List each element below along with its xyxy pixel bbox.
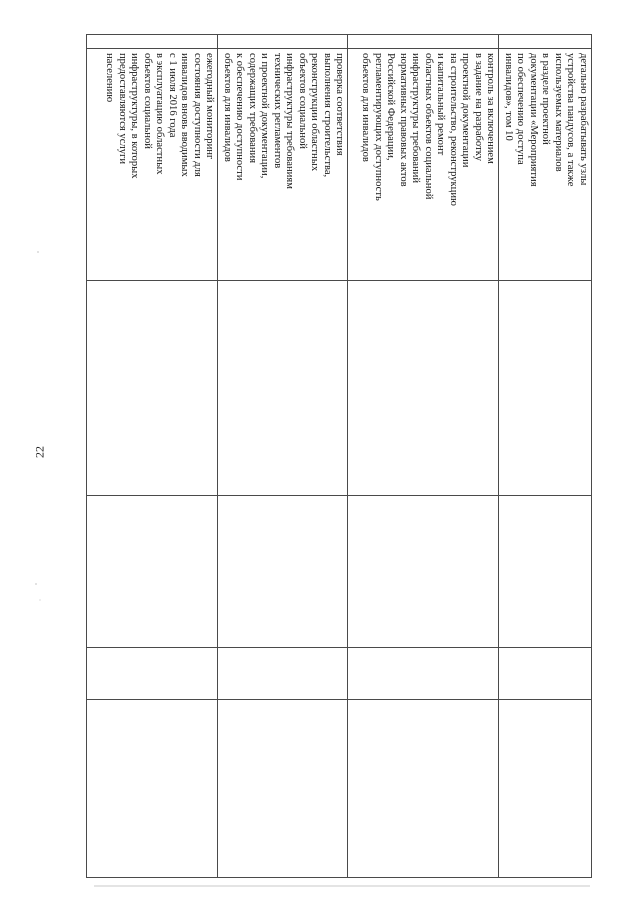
cell-text [357,49,499,280]
measures-table [87,34,593,878]
cell-text [101,49,218,280]
table-cell-blank [218,496,348,648]
cell-text [500,49,592,280]
text-line: к обеспечению доступности [234,53,246,181]
table-cell-blank [499,648,592,700]
text-line: состояния доступности для [192,53,203,177]
table-row [348,35,499,878]
text-line: инфраструктуры требованиям [284,53,296,189]
table-cell-blank [348,35,499,49]
text-line: инвалидов вновь вводимых [179,53,191,177]
text-line: регламентирующих доступность [373,53,384,201]
table-cell-blank [87,648,218,700]
text-line: выполнения строительства, [322,53,333,178]
text-line: в задание на разработку [473,53,484,161]
text-line: устройства пандусов, а также [565,53,577,187]
text-line: документации «Мероприятия [528,53,539,187]
table-cell-blank [348,648,499,700]
table-cell-blank [348,496,499,648]
text-line: нормативных правовых актов [398,53,409,187]
table-cell-blank [218,648,348,700]
table-cell-blank [348,281,499,496]
table-cell-blank [87,700,218,878]
table-cell-blank [87,35,218,49]
table-cell-blank [87,496,218,648]
text-line: и капитальный ремонт [435,53,447,156]
text-line: проектной документации [460,53,472,168]
text-line: по обеспечению доступа [515,53,527,165]
table-cell-blank [499,700,592,878]
speck [37,251,38,252]
text-line: реконструкции областных [309,53,321,172]
text-line: детально разрабатывать узлы [578,53,589,186]
table-cell-measure [87,49,218,281]
table-row [87,35,218,878]
table-row [218,35,348,878]
text-line: с 1 июля 2016 года [167,53,178,138]
speck [40,600,41,601]
text-line: областных объектов социальной [423,53,434,200]
table-cell-measure [218,49,348,281]
table-cell-blank [218,35,348,49]
text-line: и проектной документации, [259,53,271,179]
table-cell-blank [499,35,592,49]
table-cell-blank [499,496,592,648]
table-row [499,35,592,878]
table-cell-blank [218,700,348,878]
text-line: инфраструктуры требований [410,53,422,183]
table-cell-blank [499,281,592,496]
text-line: проверка соответствия [334,53,346,156]
table-cell-blank [87,281,218,496]
text-line: предоставляются услуги [117,53,128,165]
table-cell-measure [348,49,499,281]
table-container [94,34,592,877]
text-line: объектов социальной [142,53,153,149]
cell-text [219,49,348,280]
page-number: 22 [32,446,47,458]
text-line: населению [104,53,116,103]
text-line: инвалидов», том 10 [503,53,514,141]
text-line: объектов для инвалидов [222,53,233,162]
text-line: в эксплуатацию областных [154,53,166,175]
text-line: Российской Федерации, [385,53,397,161]
text-line: используемых материалов [553,53,564,172]
text-line: инфраструктуры, в которых [129,53,141,179]
text-line: ежегодный мониторинг [204,53,216,160]
table-cell-measure [499,49,592,281]
text-line: в разделе проектной [540,53,552,145]
table-cell-blank [218,281,348,496]
text-line: на строительство, реконструкцию [448,53,459,206]
speck [35,583,36,584]
text-line: контроль за включением [485,53,497,164]
text-line: объектов для инвалидов [360,53,372,162]
text-line: технических регламентов [272,53,283,169]
text-line: объектов социальной [297,53,308,149]
table-cell-blank [348,700,499,878]
text-line: содержащих требования [247,53,258,164]
